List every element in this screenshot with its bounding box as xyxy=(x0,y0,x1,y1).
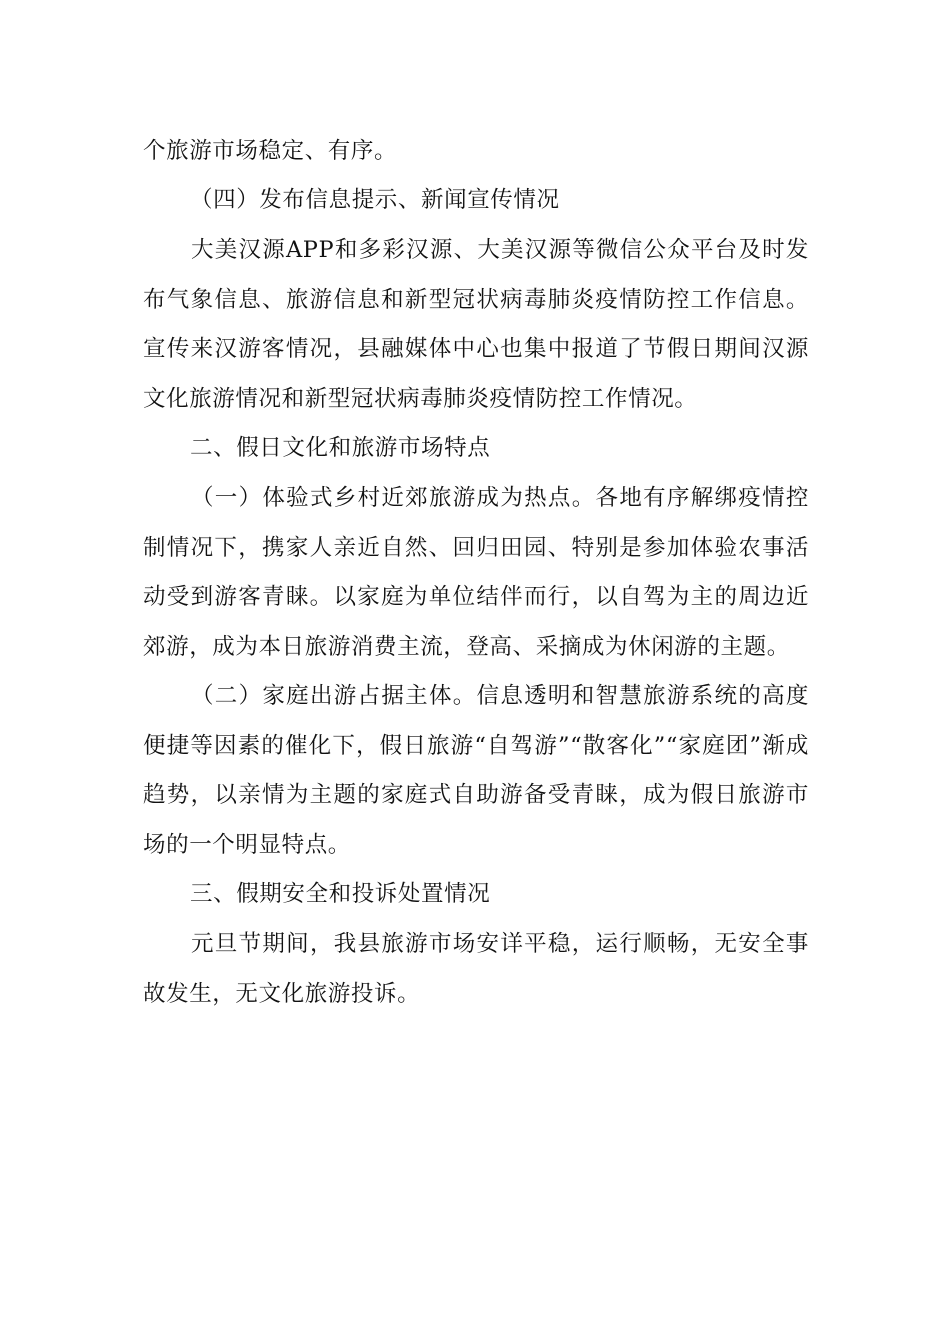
paragraph-rural-tourism: （一）体验式乡村近郊旅游成为热点。各地有序解绑疫情控制情况下，携家人亲近自然、回归田园、特别是参加体验农事活动受到游客青睐。以家庭为单位结伴而行，以自驾为主的周边近郊游，成为本日旅游消费主流，登高、采摘成为休闲游的主题。 xyxy=(143,485,809,660)
section-heading-safety-complaints: 三、假期安全和投诉处置情况 xyxy=(190,881,491,907)
paragraph-safety: 元旦节期间，我县旅游市场安详平稳，运行顺畅，无安全事故发生，无文化旅游投诉。 xyxy=(143,931,809,1007)
paragraph-continuation: 个旅游市场稳定、有序。 xyxy=(143,138,398,164)
paragraph-family-travel: （二）家庭出游占据主体。信息透明和智慧旅游系统的高度便捷等因素的催化下，假日旅游“自驾游”“散客化”“家庭团”渐成趋势，以亲情为主题的家庭式自助游备受青睐，成为假日旅游市场的一个明显特点。 xyxy=(143,683,809,858)
section-heading-market-features: 二、假日文化和旅游市场特点 xyxy=(190,435,491,461)
subheading-news-publicity: （四）发布信息提示、新闻宣传情况 xyxy=(190,187,560,213)
paragraph-news-publicity: 大美汉源APP和多彩汉源、大美汉源等微信公众平台及时发布气象信息、旅游信息和新型冠状病毒肺炎疫情防控工作信息。宣传来汉游客情况，县融媒体中心也集中报道了节假日期间汉源文化旅游情况和新型冠状病毒肺炎疫情防控工作情况。 xyxy=(143,237,809,412)
